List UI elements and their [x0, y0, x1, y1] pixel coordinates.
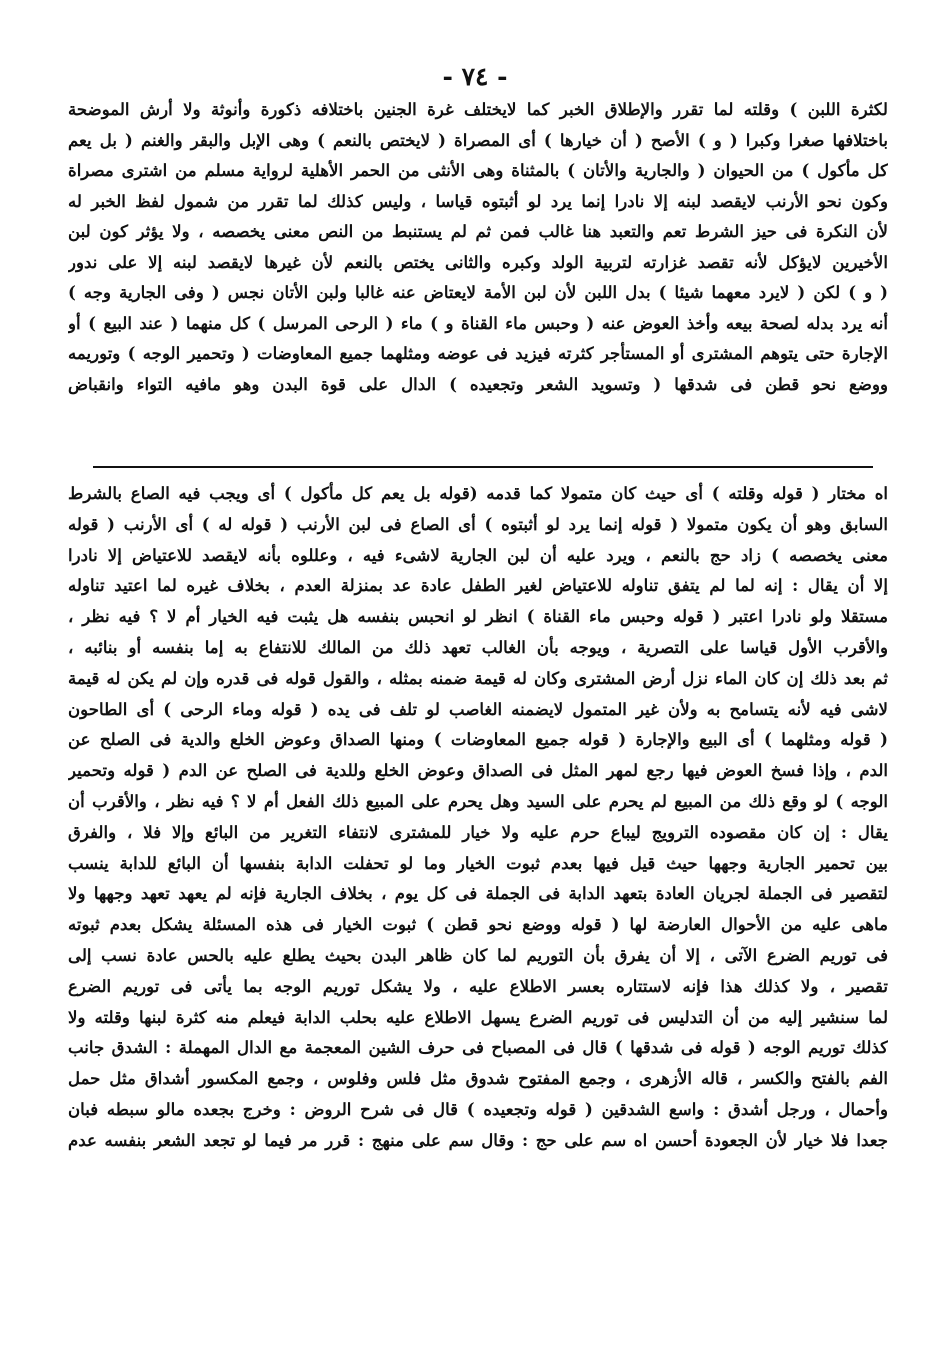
- commentary-line: جعدا فلا خيار لأن الجعودة أحسن اه سم على حج : وقال سم على منهج : قرر مر فيما لو تجعد الشعر بنفسه عدم: [68, 1129, 888, 1150]
- commentary-line: بين تحمير الجارية وجهها حيث قيل فيها بعدم ثبوت الخيار وما لو تحفلت الدابة بنفسها أن البائع للدابة ينسب: [68, 852, 888, 873]
- main-text-line: كل مأكول ) من الحيوان ( والجارية والأتان ) بالمثناة وهى الأنثى من الحمر الأهلية لرواية مسلم من اشترى مصراة: [68, 160, 888, 180]
- commentary-line: يقال : إن كان مقصوده الترويج ليباع حرم عليه ولا خيار للمشترى لانتفاء التغرير من البائع وإلا فلا ، والفرق: [68, 821, 888, 842]
- commentary-line: الوجه ) لو وقع ذلك من المبيع لم يحرم على السيد وهل يحرم على المبيع ذلك الفعل أم لا ؟ فيه نظر ، والأقرب أن: [68, 790, 888, 811]
- commentary-line: تقصير ، ولا كذلك هذا فإنه لاستتاره بعسر الاطلاع عليه ، ولا يشكل توريم الوجه بما يأتى فى توريم الضرع: [68, 975, 888, 996]
- main-text-line: ( و ) لكن ( لايرد معهما شيئا ) بدل اللبن لأن لبن الأمة لايعتاض عنه غالبا ولبن الأتان نجس ( وفى الجارية وجه ): [68, 282, 888, 302]
- main-text-line: لكثرة اللبن ) وقلته لما تقرر والإطلاق الخبر كما لايختلف غرة الجنين باختلافه ذكورة وأنوثة ولا أرش الموضحة: [68, 99, 888, 119]
- commentary-line: إلا أن يقال : إنه لما لم يتفق تناوله للاعتياض لغير الطفل عادة عد بمنزلة العدم ، بخلاف غيره لما اعتيد تناوله: [68, 575, 888, 596]
- commentary-line: مستقلا ولو نادرا اعتبر ( قوله وحبس ماء القناة ) انظر لو انحبس بنفسه هل يثبت فيه الخيار أم لا ؟ فيه نظر ،: [68, 606, 888, 627]
- commentary-line: والأقرب الأول قياسا على التصرية ، ويوجه بأن الغالب تعهد ذلك من المالك للانتفاع به إما بنفسه أو بنائبه ،: [68, 636, 888, 657]
- separator-rule: [93, 466, 873, 468]
- main-text-line: الأخيرين لايؤكل لأنه تقصد غزارته لتربية الولد وكبره والثانى يختص بالنعم لأن غيرها لايقصد لبنه إلا على ندور: [68, 251, 888, 272]
- commentary-line: لاشى فيه لأنه يتسامح به ولأن غير المتمول لايضمنه الغاصب لو تلف فى يده ( قوله وماء الرحى ) أى الطاحون: [68, 698, 888, 719]
- commentary-line: معنى يخصصه ) زاد حج بالنعم ، ويرد عليه أن لبن الجارية لاشىء فيه ، وعللوه بأنه لايقصد للاعتياض إلا نادرا: [68, 544, 888, 565]
- commentary-line: لتقصير فى الجملة لجريان العادة بتعهد الدابة فى الجملة فى كل يوم ، بخلاف الجارية فإنه لم يعهد تعهد وجهها ولا: [68, 883, 888, 904]
- commentary-line: ماهى عليه من الأحوال العارضة لها ( قوله ووضع نحو قطن ) ثبوت الخيار فى هذه المسئلة يشكل بعدم ثبوته: [68, 914, 888, 935]
- main-text-line: وكون نحو الأرنب لايقصد لبنه إلا نادرا إنما يرد لو أثبتوه قياسا ، وليس كذلك لما تقرر من شمول لفظ الخبر له: [68, 190, 888, 211]
- main-text-line: ووضع نحو قطن فى شدقها ( وتسويد الشعر وتجعيده ) الدال على قوة البدن وهو مافيه التواء وانقباض: [68, 373, 888, 394]
- commentary-line: لما سنشير إليه من أن التدليس فى توريم الضرع يسهل الاطلاع عليه بحلب الدابة فيعلم منه كثرة لبنها وقلته ولا: [68, 1006, 888, 1027]
- main-text-line: الإجارة حتى يتوهم المشترى أو المستأجر كثرته فيزيد فى عوضه ومثلهما جميع المعاوضات ( وتحمير الوجه ) وتوريمه: [68, 343, 888, 363]
- commentary-line: كذلك توريم الوجه ( قوله فى شدقها ) قال فى المصباح فى حرف الشين المعجمة مع الدال المهملة : الشدق جانب: [68, 1037, 888, 1058]
- main-text-line: لأن النكرة فى حيز الشرط تعم والتعبد هنا غالب فمن ثم لم يستنبط من النص معنى يخصصه ، ولا يؤثر كون لبن: [68, 221, 888, 241]
- page-number: - ٧٤ -: [442, 62, 508, 91]
- commentary-line: فى توريم الضرع الآتى ، إلا أن يفرق بأن التوريم لما كان ظاهر البدن بحيث يطلع عليه بالحس عادة نسب إلى: [68, 944, 888, 965]
- commentary-line: الدم ، وإذا فسخ العوض فيها رجع لمهر المثل فى الصداق وعوض الخلع وللدية فى الصلح عن الدم ( قوله وتحمير: [68, 760, 888, 781]
- commentary-line: ( قوله ومثلهما ) أى البيع والإجارة ( قوله جميع المعاوضات ) ومنها الصداق وعوض الخلع والدية فى الصلح عن: [68, 729, 888, 750]
- commentary-line: الفم بالفتح والكسر ، قاله الأزهرى ، وجمع المفتوح شدوق مثل فلس وفلوس ، وجمع المكسور أشداق مثل حمل: [68, 1068, 888, 1089]
- commentary-line: السابق وهو أن يكون متمولا ( قوله إنما يرد لو أثبتوه ) أى الصاع فى لبن الأرنب ( قوله له ) أى الأرنب ( قوله: [68, 513, 888, 534]
- commentary-text: [68, 478, 888, 1156]
- commentary-line: اه مختار ( قوله وقلته ) أى حيث كان متمولا كما قدمه (قوله بل يعم كل مأكول ) أى ويجب فيه الصاع بالشرط: [68, 483, 888, 503]
- commentary-line: وأحمال ، ورجل أشدق : واسع الشدقين ( قوله وتجعيده ) قال فى شرح الروض : وخرج بجعده مالو سبطه فبان: [68, 1098, 888, 1119]
- main-text-line: أنه يرد بدله لصحة بيعه وأخذ العوض عنه ( وحبس ماء القناة و ) ماء ( الرحى المرسل ) كل منهما ( عند البيع ) أو: [68, 312, 888, 333]
- main-text: [68, 94, 888, 399]
- main-text-line: باختلافها صغرا وكبرا ( و ) الأصح ( أن خيارها ) أى المصراة ( لايختص بالنعم ) وهى الإبل والبقر والغنم ( بل يعم: [68, 129, 888, 150]
- commentary-line: ثم بعد ذلك إن كان الماء نزل أرض المشترى وكان له قيمة ضمنه بمثله ، والقول قوله فى قدره وإن لم يكن له قيمة: [68, 667, 888, 688]
